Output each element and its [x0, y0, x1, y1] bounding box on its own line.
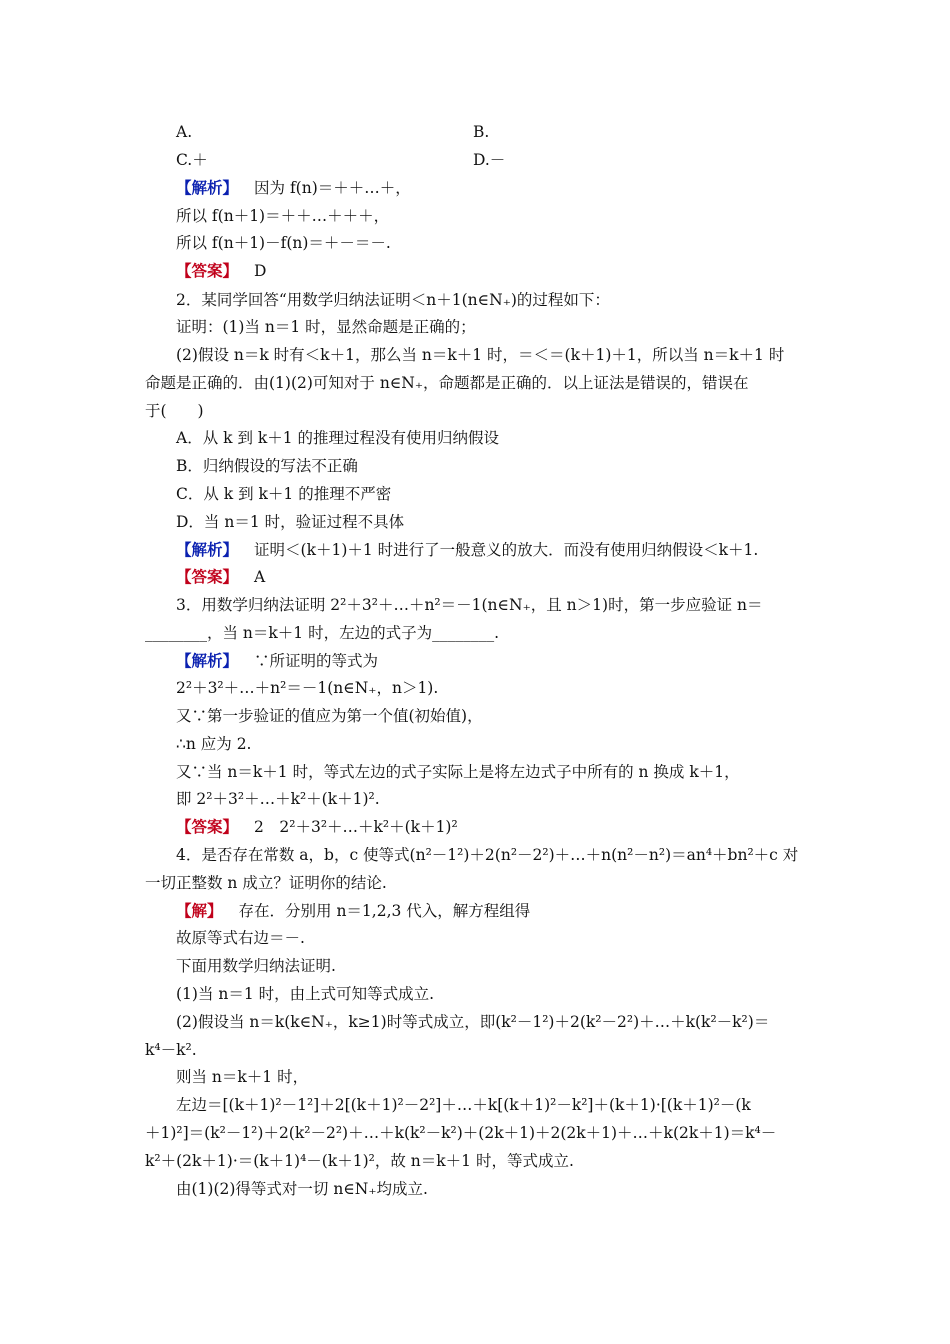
- q3-analysis-line: 又∵当 n＝k＋1 时，等式左边的式子实际上是将左边式子中所有的 n 换成 k＋1，: [176, 763, 740, 781]
- answer-tag: 【答案】: [176, 261, 239, 280]
- q4-line: 由(1)(2)得等式对一切 n∈N₊均成立.: [176, 1180, 428, 1198]
- q4-line: 故原等式右边＝－.: [176, 929, 305, 947]
- q3-analysis-line: 又∵第一步验证的值应为第一个值(初始值)，: [176, 707, 483, 725]
- q3-answer-line: [176, 817, 458, 837]
- q1-option-a: A.: [176, 123, 193, 141]
- q1-analysis-line: 所以 f(n＋1)－f(n)＝＋－＝－.: [176, 234, 391, 252]
- q4-line: (1)当 n＝1 时，由上式可知等式成立.: [176, 985, 435, 1003]
- q2-option: B．归纳假设的写法不正确: [176, 457, 358, 475]
- solve-tag: 【解】: [176, 901, 223, 920]
- q3-analysis-line: 2²＋3²＋…＋n²＝－1(n∈N₊，n＞1).: [176, 679, 439, 697]
- q1-analysis-line: 所以 f(n＋1)＝＋＋…＋＋＋，: [176, 207, 390, 225]
- analysis-tag: 【解析】: [176, 651, 239, 670]
- answer-text: A: [254, 568, 266, 586]
- q2-option: A．从 k 到 k＋1 的推理过程没有使用归纳假设: [176, 429, 500, 447]
- q4-line: 下面用数学归纳法证明.: [176, 957, 336, 975]
- analysis-tag: 【解析】: [176, 540, 239, 559]
- q4-stem: 一切正整数 n 成立？证明你的结论.: [145, 874, 387, 892]
- analysis-text: 证明＜(k＋1)＋1 时进行了一般意义的放大．而没有使用归纳假设＜k＋1.: [254, 541, 759, 559]
- q2-option: C．从 k 到 k＋1 的推理不严密: [176, 485, 392, 503]
- analysis-tag: 【解析】: [176, 178, 239, 197]
- answer-text: D: [254, 262, 267, 280]
- q3-stem: ________，当 n＝k＋1 时，左边的式子为________.: [145, 624, 500, 642]
- q2-stem: 于( ): [145, 402, 204, 420]
- q4-line: 左边＝[(k＋1)²－1²]＋2[(k＋1)²－2²]＋…＋k[(k＋1)²－k²]＋(k＋1)·[(k＋1)²－(k: [176, 1096, 751, 1114]
- q2-stem: 证明：(1)当 n＝1 时，显然命题是正确的；: [176, 318, 476, 336]
- q2-stem: 命题是正确的．由(1)(2)可知对于 n∈N₊，命题都是正确的．以上证法是错误的，错误在: [145, 374, 749, 392]
- answer-tag: 【答案】: [176, 567, 239, 586]
- q2-option: D．当 n＝1 时，验证过程不具体: [176, 513, 405, 531]
- q1-option-c: C.＋: [176, 151, 208, 169]
- q4-line: ＋1)²]＝(k²－1²)＋2(k²－2²)＋…＋k(k²－k²)＋(2k＋1)＋2(2k＋1)＋…＋k(2k＋1)＝k⁴－: [145, 1124, 777, 1142]
- q2-stem: 2．某同学回答“用数学归纳法证明＜n＋1(n∈N₊)的过程如下：: [176, 291, 610, 309]
- q4-line: (2)假设当 n＝k(k∈N₊，k≥1)时等式成立，即(k²－1²)＋2(k²－2²)＋…＋k(k²－k²)＝: [176, 1013, 770, 1031]
- q1-answer-line: [176, 261, 266, 281]
- q2-stem: (2)假设 n＝k 时有＜k＋1，那么当 n＝k＋1 时，＝＜＝(k＋1)＋1，所以当 n＝k＋1 时: [176, 346, 785, 364]
- analysis-text: ∵所证明的等式为: [254, 652, 379, 670]
- q1-option-d: D.－: [473, 151, 506, 169]
- q4-line: k⁴－k².: [145, 1041, 197, 1059]
- q4-solve-line: [176, 901, 530, 921]
- q2-answer-line: [176, 567, 265, 587]
- q3-stem: 3．用数学归纳法证明 2²＋3²＋…＋n²＝－1(n∈N₊，且 n＞1)时，第一步应验证 n＝: [176, 596, 763, 614]
- q3-analysis-line: [176, 651, 378, 671]
- q4-line: k²＋(2k＋1)·＝(k＋1)⁴－(k＋1)²，故 n＝k＋1 时，等式成立.: [145, 1152, 574, 1170]
- answer-tag: 【答案】: [176, 817, 239, 836]
- q1-analysis-line: [176, 178, 411, 198]
- q3-analysis-line: 即 2²＋3²＋…＋k²＋(k＋1)².: [176, 790, 380, 808]
- q1-option-b: B.: [473, 123, 490, 141]
- answer-text: 2 2²＋3²＋…＋k²＋(k＋1)²: [254, 818, 458, 836]
- solve-text: 存在．分别用 n＝1,2,3 代入，解方程组得: [238, 902, 531, 920]
- analysis-text: 因为 f(n)＝＋＋…＋，: [254, 179, 411, 197]
- q4-line: 则当 n＝k＋1 时，: [176, 1068, 309, 1086]
- q2-analysis-line: [176, 540, 758, 560]
- q3-analysis-line: ∴n 应为 2.: [176, 735, 252, 753]
- q4-stem: 4．是否存在常数 a，b，c 使等式(n²－1²)＋2(n²－2²)＋…＋n(n²－n²)＝an⁴＋bn²＋c 对: [176, 846, 799, 864]
